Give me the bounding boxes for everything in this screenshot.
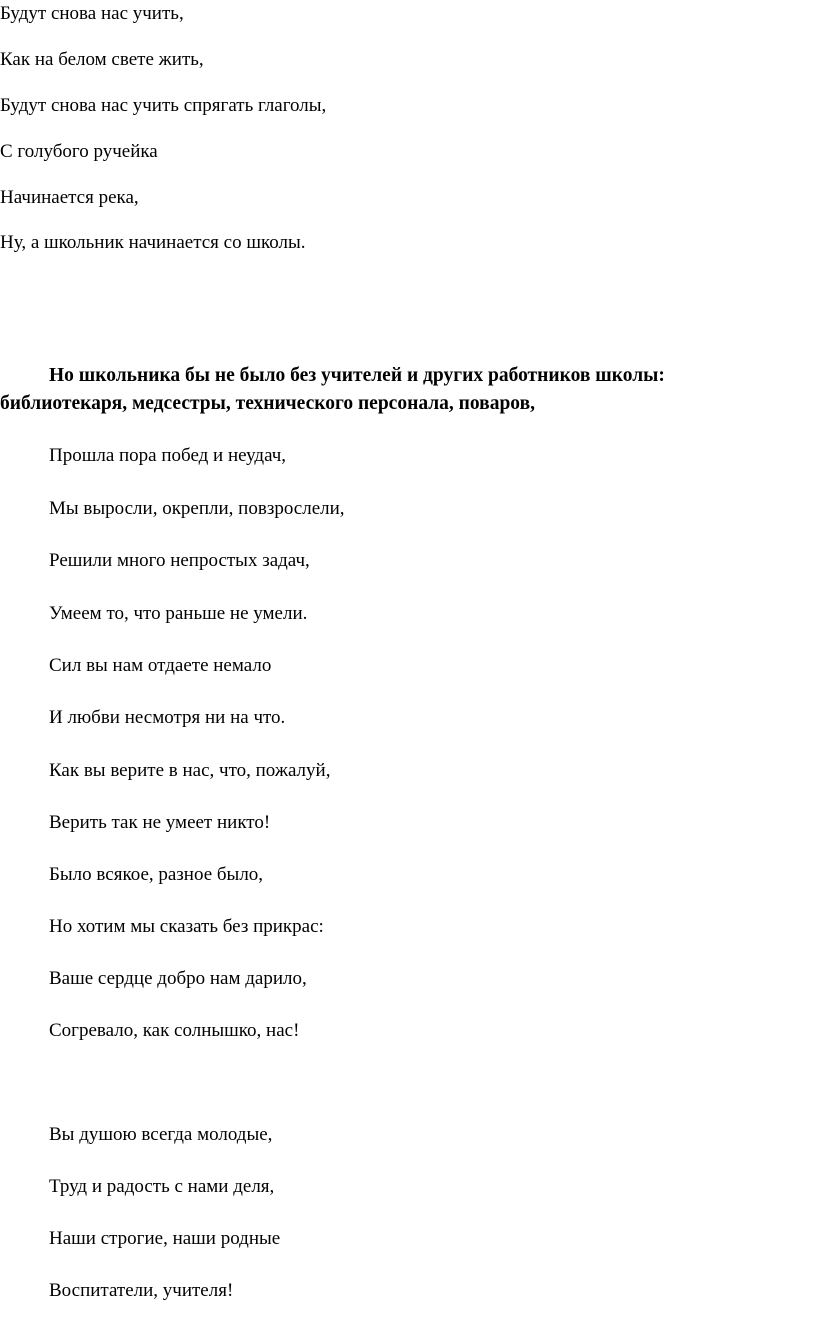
verse-line: Ну, а школьник начинается со школы.: [0, 232, 306, 253]
verse-line: Решили много непростых задач,: [49, 550, 310, 571]
verse-line: Ваше сердце добро нам дарило,: [49, 968, 307, 989]
verse-line: Прошла пора побед и неудач,: [49, 445, 287, 466]
verse-line: Но хотим мы сказать без прикрас:: [49, 916, 324, 937]
verse-line: Воспитатели, учителя!: [49, 1280, 234, 1301]
verse-line: Мы выросли, окрепли, повзрослели,: [49, 498, 345, 519]
verse-line: Наши строгие, наши родные: [49, 1228, 281, 1249]
verse-line: Труд и радость с нами деля,: [49, 1176, 275, 1197]
verse-line: Вы душою всегда молодые,: [49, 1124, 273, 1145]
verse-line: Верить так не умеет никто!: [49, 812, 271, 833]
verse-line: Как на белом свете жить,: [0, 49, 204, 70]
verse-line: Начинается река,: [0, 187, 139, 208]
bold-paragraph-line-2: библиотекаря, медсестры, технического персонала, поваров,: [0, 393, 535, 414]
verse-line: Было всякое, разное было,: [49, 864, 264, 885]
verse-line: И любви несмотря ни на что.: [49, 707, 286, 728]
bold-paragraph-line-1: Но школьника бы не было без учителей и других работников школы:: [49, 365, 665, 386]
verse-line: Будут снова нас учить,: [0, 3, 184, 24]
verse-line: Согревало, как солнышко, нас!: [49, 1020, 300, 1041]
verse-line: Как вы верите в нас, что, пожалуй,: [49, 760, 331, 781]
verse-line: Будут снова нас учить спрягать глаголы,: [0, 95, 327, 116]
verse-line: Сил вы нам отдаете немало: [49, 655, 272, 676]
bold-paragraph: [0, 362, 800, 418]
verse-line: С голубого ручейка: [0, 141, 158, 162]
verse-line: Умеем то, что раньше не умели.: [49, 603, 308, 624]
